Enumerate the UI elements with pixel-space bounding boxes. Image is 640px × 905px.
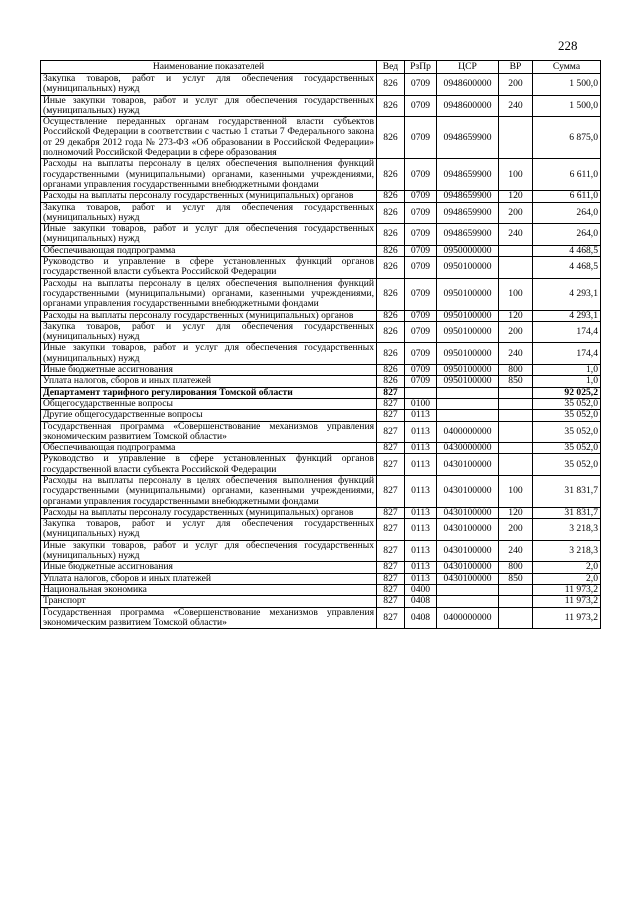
cell-rzpr: 0408 [405, 607, 437, 629]
cell-csr: 0430100000 [437, 573, 499, 584]
page-number: 228 [558, 38, 578, 53]
cell-ved: 826 [377, 117, 405, 159]
cell-sum: 11 973,2 [533, 596, 601, 607]
cell-ved: 827 [377, 398, 405, 409]
cell-name: Расходы на выплаты персоналу государственных (муниципальных) органов [41, 507, 377, 518]
cell-name: Национальная экономика [41, 584, 377, 595]
cell-csr: 0948659900 [437, 224, 499, 246]
table-row [41, 202, 601, 224]
table-row [41, 376, 601, 387]
cell-vr [499, 117, 533, 159]
cell-ved: 827 [377, 443, 405, 454]
cell-sum: 35 052,0 [533, 454, 601, 476]
cell-sum: 4 293,1 [533, 278, 601, 310]
table-row [41, 398, 601, 409]
cell-sum: 92 025,2 [533, 387, 601, 398]
cell-csr: 0950000000 [437, 245, 499, 256]
cell-name: Уплата налогов, сборов и иных платежей [41, 573, 377, 584]
cell-ved: 827 [377, 540, 405, 562]
cell-sum: 4 293,1 [533, 310, 601, 321]
cell-csr: 0948600000 [437, 74, 499, 96]
cell-rzpr [405, 387, 437, 398]
cell-name: Закупка товаров, работ и услуг для обеспечения государственных (муниципальных) нужд [41, 519, 377, 541]
cell-csr [437, 410, 499, 421]
table-row [41, 562, 601, 573]
cell-ved: 826 [377, 310, 405, 321]
cell-csr: 0430100000 [437, 475, 499, 507]
cell-sum: 1 500,0 [533, 74, 601, 96]
table-row [41, 310, 601, 321]
cell-csr [437, 387, 499, 398]
cell-name: Осуществление переданных органам государственной власти субъектов Российской Федерации в соответствии с частью 1 статьи 7 Федерального закона от 29 декабря 2012 года № 273-ФЗ «Об образовании в Российской Федерации» полномочий Российской Федерации в сфере образования [41, 117, 377, 159]
cell-rzpr: 0113 [405, 475, 437, 507]
table-row [41, 421, 601, 443]
cell-name: Руководство и управление в сфере установленных функций органов государственной власти субъекта Российской Федерации [41, 454, 377, 476]
cell-vr: 240 [499, 540, 533, 562]
cell-name: Расходы на выплаты персоналу государственных (муниципальных) органов [41, 310, 377, 321]
cell-name: Государственная программа «Совершенствование механизмов управления экономическим развитием Томской области» [41, 607, 377, 629]
cell-ved: 826 [377, 376, 405, 387]
cell-ved: 827 [377, 410, 405, 421]
cell-csr: 0950100000 [437, 310, 499, 321]
cell-name: Расходы на выплаты персоналу в целях обеспечения выполнения функций государственными (муниципальными) органами, казенными учреждениями, органами управления государственными внебюджетными фондами [41, 475, 377, 507]
table-row [41, 596, 601, 607]
cell-rzpr: 0113 [405, 421, 437, 443]
cell-sum: 4 468,5 [533, 245, 601, 256]
header-csr: ЦСР [437, 61, 499, 74]
cell-name: Закупка товаров, работ и услуг для обеспечения государственных (муниципальных) нужд [41, 321, 377, 343]
table-row [41, 278, 601, 310]
cell-vr: 240 [499, 343, 533, 365]
cell-vr: 800 [499, 365, 533, 376]
cell-ved: 826 [377, 202, 405, 224]
cell-name: Общегосударственные вопросы [41, 398, 377, 409]
cell-sum: 1 500,0 [533, 95, 601, 117]
cell-vr: 100 [499, 159, 533, 191]
cell-csr [437, 596, 499, 607]
cell-name: Иные бюджетные ассигнования [41, 365, 377, 376]
cell-sum: 31 831,7 [533, 507, 601, 518]
cell-ved: 827 [377, 519, 405, 541]
cell-sum: 11 973,2 [533, 607, 601, 629]
cell-ved: 827 [377, 596, 405, 607]
cell-ved: 827 [377, 607, 405, 629]
cell-sum: 1,0 [533, 365, 601, 376]
table-row [41, 343, 601, 365]
cell-sum: 35 052,0 [533, 398, 601, 409]
cell-sum: 4 468,5 [533, 257, 601, 279]
cell-vr [499, 257, 533, 279]
cell-csr: 0430000000 [437, 443, 499, 454]
cell-name: Закупка товаров, работ и услуг для обеспечения государственных (муниципальных) нужд [41, 202, 377, 224]
cell-rzpr: 0709 [405, 257, 437, 279]
cell-sum: 6 611,0 [533, 191, 601, 202]
header-name: Наименование показателей [41, 61, 377, 74]
cell-csr: 0430100000 [437, 562, 499, 573]
cell-rzpr: 0709 [405, 74, 437, 96]
cell-vr [499, 398, 533, 409]
cell-vr [499, 584, 533, 595]
cell-rzpr: 0113 [405, 562, 437, 573]
cell-rzpr: 0709 [405, 278, 437, 310]
cell-rzpr: 0113 [405, 573, 437, 584]
cell-csr: 0950100000 [437, 365, 499, 376]
cell-sum: 11 973,2 [533, 584, 601, 595]
budget-table [40, 60, 601, 629]
cell-sum: 31 831,7 [533, 475, 601, 507]
table-row [41, 321, 601, 343]
cell-rzpr: 0709 [405, 191, 437, 202]
cell-vr: 200 [499, 202, 533, 224]
table-row [41, 365, 601, 376]
cell-vr: 240 [499, 224, 533, 246]
cell-csr: 0950100000 [437, 321, 499, 343]
cell-name: Уплата налогов, сборов и иных платежей [41, 376, 377, 387]
cell-name: Руководство и управление в сфере установленных функций органов государственной власти субъекта Российской Федерации [41, 257, 377, 279]
table-row [41, 507, 601, 518]
cell-rzpr: 0113 [405, 540, 437, 562]
cell-csr: 0430100000 [437, 454, 499, 476]
cell-sum: 6 875,0 [533, 117, 601, 159]
cell-csr: 0948659900 [437, 159, 499, 191]
cell-ved: 826 [377, 365, 405, 376]
cell-ved: 827 [377, 454, 405, 476]
cell-vr [499, 443, 533, 454]
cell-rzpr: 0709 [405, 224, 437, 246]
table-row [41, 245, 601, 256]
cell-vr: 850 [499, 573, 533, 584]
table-row [41, 607, 601, 629]
cell-ved: 826 [377, 95, 405, 117]
cell-rzpr: 0400 [405, 584, 437, 595]
cell-vr [499, 596, 533, 607]
header-rzpr: РзПр [405, 61, 437, 74]
cell-vr [499, 387, 533, 398]
cell-sum: 35 052,0 [533, 410, 601, 421]
cell-ved: 826 [377, 245, 405, 256]
cell-ved: 826 [377, 257, 405, 279]
cell-csr [437, 398, 499, 409]
cell-csr: 0948659900 [437, 117, 499, 159]
table-row [41, 117, 601, 159]
cell-rzpr: 0408 [405, 596, 437, 607]
cell-name: Расходы на выплаты персоналу в целях обеспечения выполнения функций государственными (муниципальными) органами, казенными учреждениями, органами управления государственными внебюджетными фондами [41, 278, 377, 310]
cell-name: Обеспечивающая подпрограмма [41, 245, 377, 256]
cell-ved: 827 [377, 475, 405, 507]
cell-sum: 174,4 [533, 343, 601, 365]
cell-csr: 0948659900 [437, 191, 499, 202]
table-row [41, 224, 601, 246]
cell-rzpr: 0100 [405, 398, 437, 409]
cell-sum: 1,0 [533, 376, 601, 387]
cell-rzpr: 0709 [405, 245, 437, 256]
table-header-row [41, 61, 601, 74]
table-row [41, 95, 601, 117]
cell-rzpr: 0113 [405, 410, 437, 421]
cell-name: Иные закупки товаров, работ и услуг для обеспечения государственных (муниципальных) нужд [41, 343, 377, 365]
cell-name: Транспорт [41, 596, 377, 607]
table-row [41, 159, 601, 191]
cell-vr [499, 454, 533, 476]
table-row [41, 475, 601, 507]
table-row [41, 584, 601, 595]
cell-vr: 200 [499, 74, 533, 96]
cell-rzpr: 0709 [405, 365, 437, 376]
header-ved: Вед [377, 61, 405, 74]
cell-sum: 35 052,0 [533, 443, 601, 454]
cell-sum: 6 611,0 [533, 159, 601, 191]
table-row [41, 257, 601, 279]
cell-csr: 0430100000 [437, 507, 499, 518]
cell-csr: 0950100000 [437, 376, 499, 387]
cell-name: Закупка товаров, работ и услуг для обеспечения государственных (муниципальных) нужд [41, 74, 377, 96]
table-row [41, 191, 601, 202]
table-row [41, 519, 601, 541]
cell-csr: 0430100000 [437, 540, 499, 562]
cell-name: Расходы на выплаты персоналу в целях обеспечения выполнения функций государственными (муниципальными) органами, казенными учреждениями, органами управления государственными внебюджетными фондами [41, 159, 377, 191]
cell-ved: 826 [377, 321, 405, 343]
cell-ved: 826 [377, 74, 405, 96]
cell-rzpr: 0113 [405, 443, 437, 454]
cell-sum: 264,0 [533, 202, 601, 224]
cell-name: Иные закупки товаров, работ и услуг для обеспечения государственных (муниципальных) нужд [41, 95, 377, 117]
cell-sum: 35 052,0 [533, 421, 601, 443]
cell-vr: 200 [499, 321, 533, 343]
cell-name: Иные закупки товаров, работ и услуг для обеспечения государственных (муниципальных) нужд [41, 224, 377, 246]
cell-rzpr: 0709 [405, 321, 437, 343]
header-sum: Сумма [533, 61, 601, 74]
cell-vr [499, 410, 533, 421]
cell-ved: 827 [377, 584, 405, 595]
cell-sum: 264,0 [533, 224, 601, 246]
table-row [41, 573, 601, 584]
table-body [41, 74, 601, 629]
cell-rzpr: 0113 [405, 519, 437, 541]
cell-sum: 3 218,3 [533, 540, 601, 562]
cell-ved: 826 [377, 278, 405, 310]
cell-rzpr: 0709 [405, 95, 437, 117]
cell-csr: 0400000000 [437, 607, 499, 629]
cell-vr: 200 [499, 519, 533, 541]
cell-name: Иные бюджетные ассигнования [41, 562, 377, 573]
cell-csr: 0400000000 [437, 421, 499, 443]
cell-sum: 2,0 [533, 573, 601, 584]
cell-csr: 0430100000 [437, 519, 499, 541]
cell-name: Департамент тарифного регулирования Томской области [41, 387, 377, 398]
cell-vr: 240 [499, 95, 533, 117]
cell-vr: 120 [499, 191, 533, 202]
cell-csr: 0948659900 [437, 202, 499, 224]
cell-sum: 3 218,3 [533, 519, 601, 541]
table-row [41, 540, 601, 562]
cell-rzpr: 0709 [405, 310, 437, 321]
cell-ved: 827 [377, 421, 405, 443]
cell-sum: 174,4 [533, 321, 601, 343]
cell-ved: 827 [377, 562, 405, 573]
cell-ved: 826 [377, 191, 405, 202]
table-row [41, 454, 601, 476]
cell-rzpr: 0709 [405, 376, 437, 387]
cell-vr [499, 421, 533, 443]
cell-csr: 0950100000 [437, 343, 499, 365]
cell-rzpr: 0709 [405, 117, 437, 159]
cell-ved: 827 [377, 387, 405, 398]
cell-vr [499, 245, 533, 256]
cell-csr [437, 584, 499, 595]
table-row [41, 410, 601, 421]
cell-csr: 0948600000 [437, 95, 499, 117]
table-row [41, 74, 601, 96]
cell-rzpr: 0709 [405, 202, 437, 224]
cell-ved: 826 [377, 224, 405, 246]
cell-vr: 100 [499, 278, 533, 310]
cell-vr [499, 607, 533, 629]
header-vr: ВР [499, 61, 533, 74]
cell-vr: 850 [499, 376, 533, 387]
cell-vr: 800 [499, 562, 533, 573]
cell-vr: 120 [499, 507, 533, 518]
cell-ved: 827 [377, 507, 405, 518]
table-row [41, 387, 601, 398]
cell-ved: 826 [377, 159, 405, 191]
cell-ved: 827 [377, 573, 405, 584]
cell-rzpr: 0113 [405, 454, 437, 476]
cell-ved: 826 [377, 343, 405, 365]
cell-csr: 0950100000 [437, 257, 499, 279]
cell-name: Иные закупки товаров, работ и услуг для обеспечения государственных (муниципальных) нужд [41, 540, 377, 562]
cell-name: Обеспечивающая подпрограмма [41, 443, 377, 454]
cell-sum: 2,0 [533, 562, 601, 573]
cell-rzpr: 0709 [405, 343, 437, 365]
cell-rzpr: 0113 [405, 507, 437, 518]
cell-vr: 120 [499, 310, 533, 321]
table-row [41, 443, 601, 454]
cell-csr: 0950100000 [437, 278, 499, 310]
cell-name: Государственная программа «Совершенствование механизмов управления экономическим развитием Томской области» [41, 421, 377, 443]
cell-rzpr: 0709 [405, 159, 437, 191]
cell-name: Другие общегосударственные вопросы [41, 410, 377, 421]
cell-vr: 100 [499, 475, 533, 507]
cell-name: Расходы на выплаты персоналу государственных (муниципальных) органов [41, 191, 377, 202]
